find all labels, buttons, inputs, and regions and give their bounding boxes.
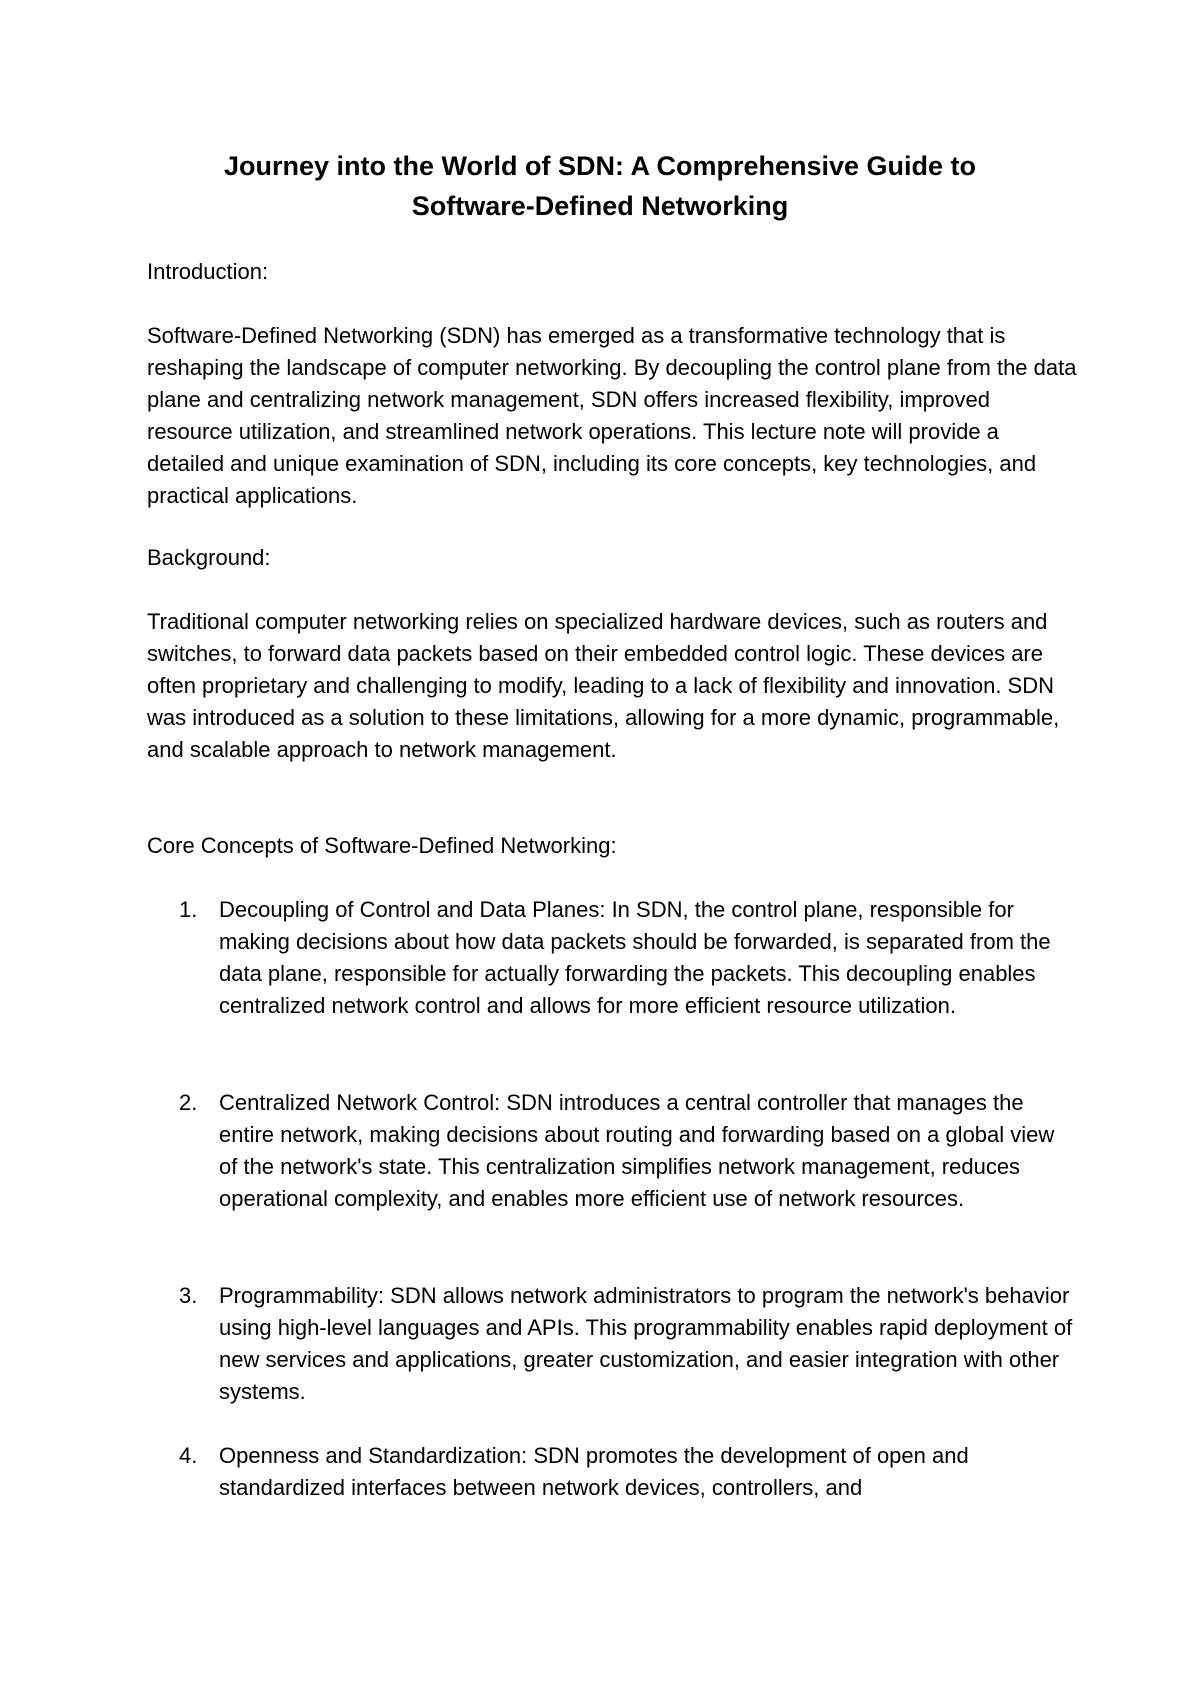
introduction-heading: Introduction:: [147, 259, 269, 284]
list-item-number: 2.: [179, 1090, 198, 1115]
title-line-2: Software-Defined Networking: [411, 191, 789, 221]
list-item-number: 4.: [179, 1443, 198, 1468]
list-item-text: Decoupling of Control and Data Planes: In SDN, the control plane, responsible for making decisions about how data packets should be forwarded, is separated from the data plane, responsible for actually forwarding the packets. This decoupling enables centralized network control and allows for more efficient resource utilization.: [219, 897, 1051, 1018]
title-line-1: Journey into the World of SDN: A Comprehensive Guide to: [223, 151, 977, 181]
list-item-number: 1.: [179, 897, 198, 922]
introduction-paragraph: Software-Defined Networking (SDN) has emerged as a transformative technology that is reshaping the landscape of computer networking. By decoupling the control plane from the data plane and centralizing network management, SDN offers increased flexibility, improved resource utilization, and streamlined network operations. This lecture note will provide a detailed and unique examination of SDN, including its core concepts, key technologies, and practical applications.: [147, 323, 1077, 508]
document-title: [0, 146, 1200, 226]
background-heading: Background:: [147, 545, 271, 570]
list-item-text: Centralized Network Control: SDN introduces a central controller that manages the entire network, making decisions about routing and forwarding based on a global view of the network's state. This centralization simplifies network management, reduces operational complexity, and enables more efficient use of network resources.: [219, 1090, 1055, 1211]
list-item-number: 3.: [179, 1283, 198, 1308]
list-item-text: Openness and Standardization: SDN promotes the development of open and standardized interfaces between network devices, controllers, and: [219, 1443, 969, 1500]
core-concepts-heading: Core Concepts of Software-Defined Networking:: [147, 833, 617, 858]
background-paragraph: Traditional computer networking relies on specialized hardware devices, such as routers and switches, to forward data packets based on their embedded control logic. These devices are often proprietary and challenging to modify, leading to a lack of flexibility and innovation. SDN was introduced as a solution to these limitations, allowing for a more dynamic, programmable, and scalable approach to network management.: [147, 609, 1060, 762]
list-item-text: Programmability: SDN allows network administrators to program the network's behavior using high-level languages and APIs. This programmability enables rapid deployment of new services and applications, greater customization, and easier integration with other systems.: [219, 1283, 1073, 1404]
